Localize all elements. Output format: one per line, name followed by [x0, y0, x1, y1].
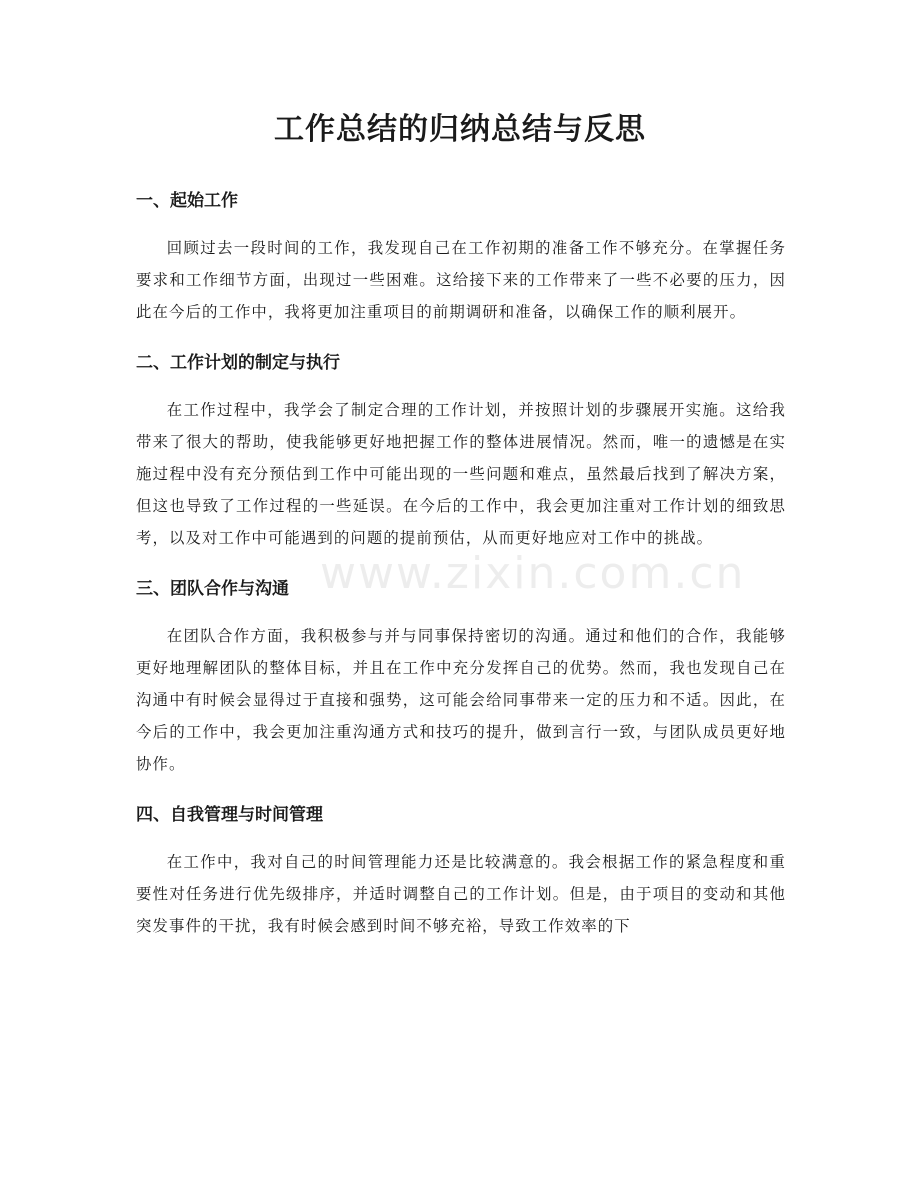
section-heading: 四、自我管理与时间管理	[136, 805, 323, 825]
section-paragraph: 在团队合作方面，我积极参与并与同事保持密切的沟通。通过和他们的合作，我能够更好地理解团队的整体目标，并且在工作中充分发挥自己的优势。然而，我也发现自己在沟通中有时候会显得过于直接和强势，这可能会给同事带来一定的压力和不适。因此，在今后的工作中，我会更加注重沟通方式和技巧的提升，做到言行一致，与团队成员更好地协作。	[136, 627, 786, 773]
section-paragraph: 回顾过去一段时间的工作，我发现自己在工作初期的准备工作不够充分。在掌握任务要求和工作细节方面，出现过一些困难。这给接下来的工作带来了一些不必要的压力，因此在今后的工作中，我将更加注重项目的前期调研和准备，以确保工作的顺利展开。	[136, 239, 786, 321]
section-heading: 二、工作计划的制定与执行	[136, 353, 340, 373]
section-3	[136, 570, 786, 780]
section-paragraph: 在工作过程中，我学会了制定合理的工作计划，并按照计划的步骤展开实施。这给我带来了很大的帮助，使我能够更好地把握工作的整体进展情况。然而，唯一的遗憾是在实施过程中没有充分预估到工作中可能出现的一些问题和难点，虽然最后找到了解决方案，但这也导致了工作过程的一些延误。在今后的工作中，我会更加注重对工作计划的细致思考，以及对工作中可能遇到的问题的提前预估，从而更好地应对工作中的挑战。	[136, 401, 786, 547]
section-2	[136, 344, 786, 554]
section-4	[136, 796, 786, 942]
section-1	[136, 182, 786, 328]
document-body	[136, 182, 786, 958]
section-heading: 一、起始工作	[136, 191, 238, 211]
section-heading: 三、团队合作与沟通	[136, 579, 289, 599]
section-paragraph: 在工作中，我对自己的时间管理能力还是比较满意的。我会根据工作的紧急程度和重要性对任务进行优先级排序，并适时调整自己的工作计划。但是，由于项目的变动和其他突发事件的干扰，我有时候会感到时间不够充裕，导致工作效率的下	[136, 853, 786, 935]
document-title: 工作总结的归纳总结与反思	[274, 112, 646, 147]
watermark: www.zixin.com.cn	[320, 548, 746, 599]
